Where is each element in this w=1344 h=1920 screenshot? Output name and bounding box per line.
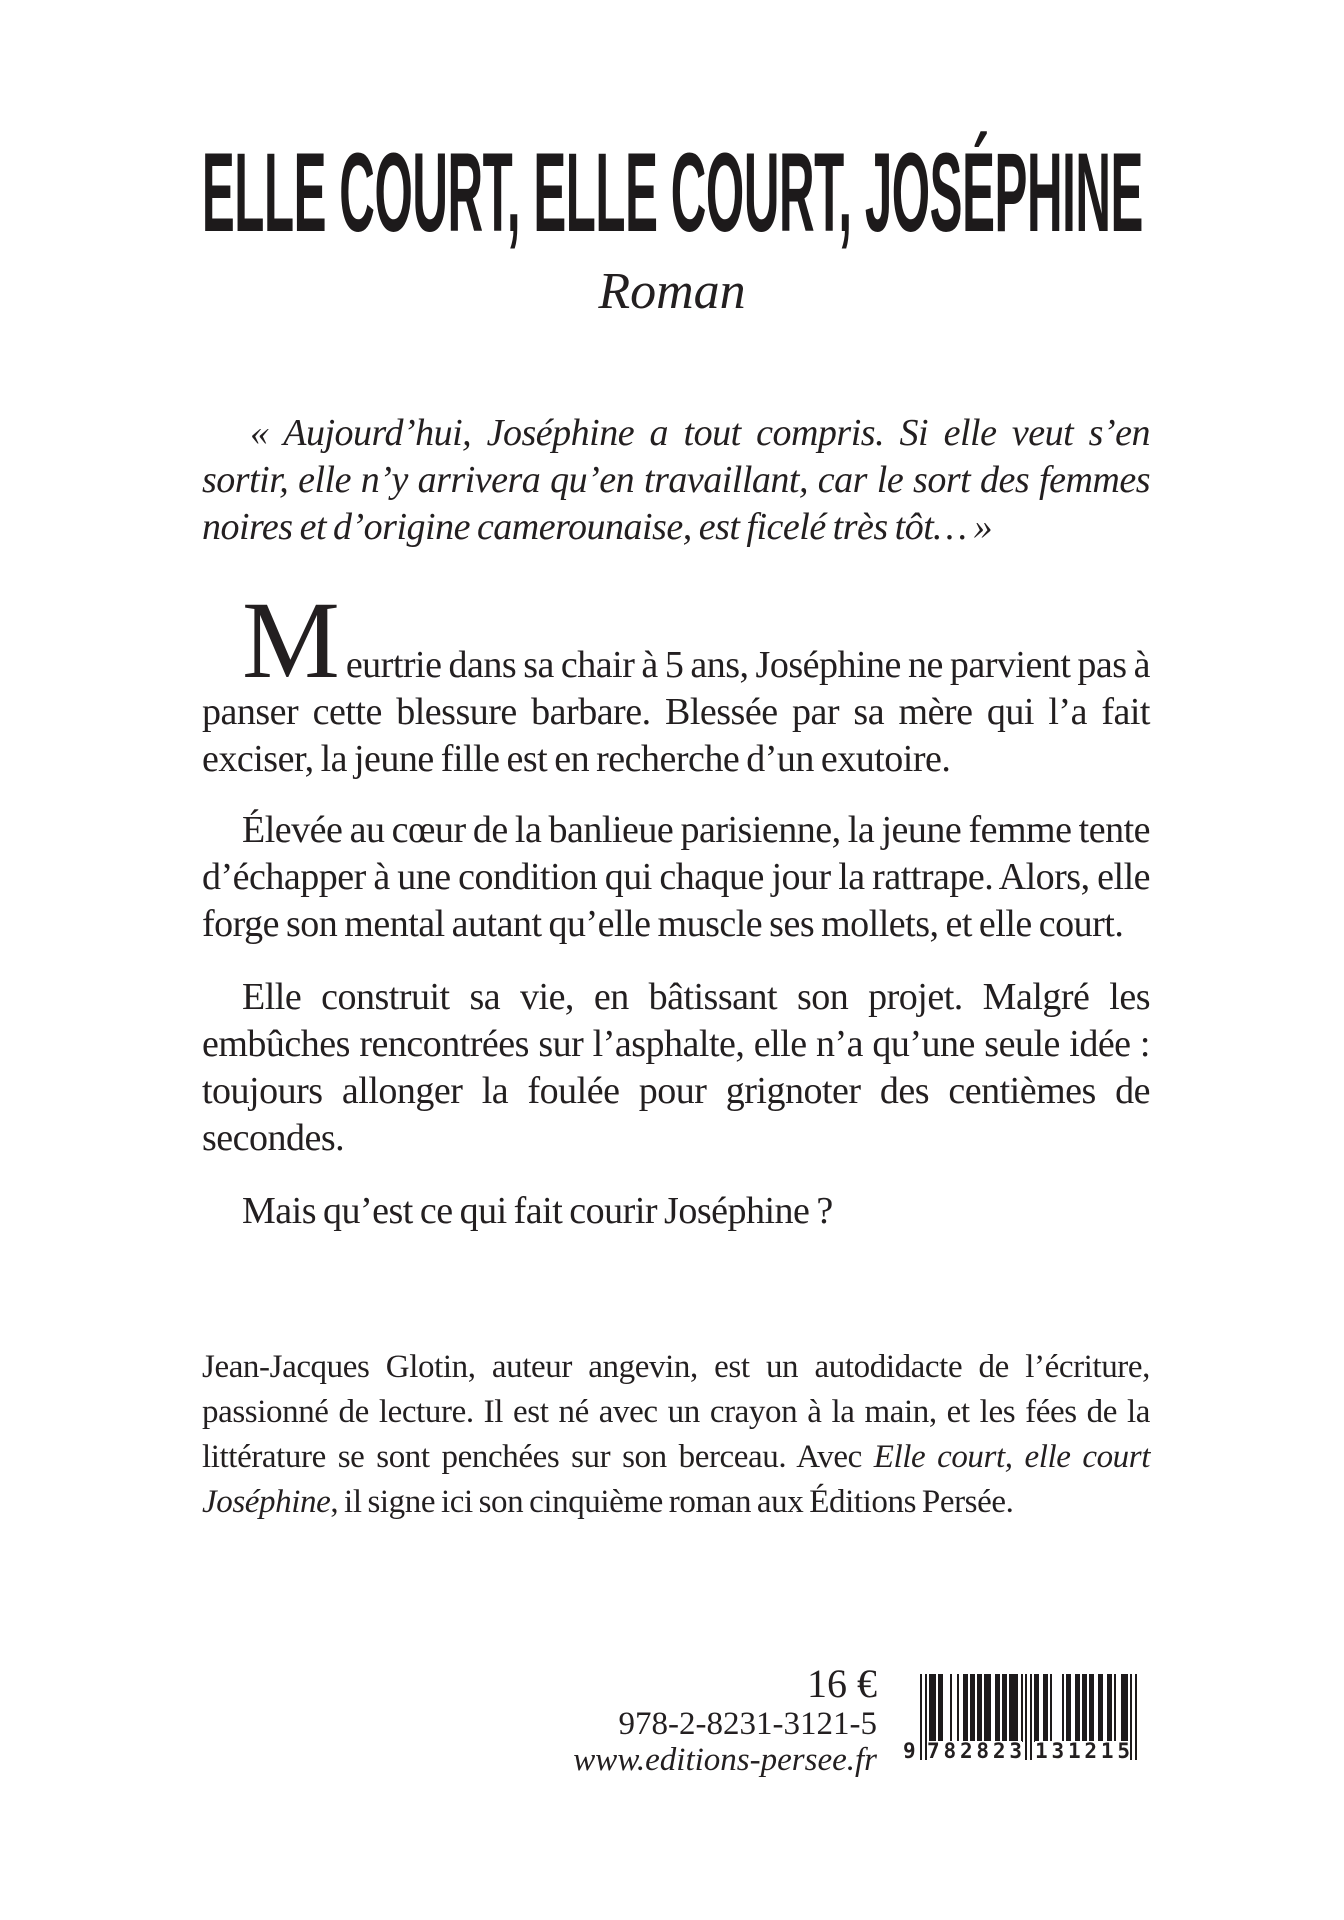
title-container <box>0 130 1344 255</box>
ean13-barcode <box>903 1674 1137 1766</box>
genre-subtitle: Roman <box>598 263 746 320</box>
text-column <box>202 410 1150 1525</box>
barcode-digits-left: 7 8 2 8 2 3 <box>927 1739 1022 1763</box>
synopsis-paragraph-3: Elle construit sa vie, en bâtissant son projet. Malgré les embûches rencontrées sur l’asphalte, elle n’a qu’une seule idée : toujours allonger la foulée pour grignoter des centièmes de secondes. <box>202 976 1150 1159</box>
author-bio <box>202 1345 1150 1525</box>
author-bio-book-title: Elle court, elle court Joséphine <box>202 1439 1150 1520</box>
synopsis-paragraph-1-text: eurtrie dans sa chair à 5 ans, Joséphine ne parvient pas à panser cette blessure barbare. Blessée par sa mère qui l’a fait exciser, la jeune fille est en recherche d’un exutoire. <box>202 644 1150 780</box>
synopsis-paragraph-1 <box>202 579 1150 783</box>
drop-cap: M <box>242 579 340 701</box>
author-bio-text: Jean-Jacques Glotin, auteur angevin, est un autodidacte de l’écriture, passionné de lecture. Il est né avec un crayon à la main, et les fées de la littérature se sont penchées sur son berceau. Avec <box>202 1349 1150 1475</box>
barcode-digits-right: 1 3 1 2 1 5 <box>1035 1739 1130 1763</box>
synopsis-question: Mais qu’est ce qui fait courir Joséphine ? <box>242 1190 833 1232</box>
isbn-number: 978-2-8231-3121-5 <box>618 1706 877 1742</box>
book-title: ELLE COURT, ELLE COURT, JOSÉPHINE <box>201 130 1143 255</box>
barcode-leading-digit: 9 <box>903 1739 916 1763</box>
footer-block <box>573 1662 877 1779</box>
epigraph-quote: « Aujourd’hui, Joséphine a tout compris. Si elle veut s’en sortir, elle n’y arrivera qu’en travaillant, car le sort des femmes noires et d’origine camerounaise, est ficelé très tôt… » <box>202 412 1150 548</box>
publisher-website: www.editions-persee.fr <box>573 1742 877 1778</box>
author-bio-text-end: , il signe ici son cinquième roman aux Éditions Persée. <box>330 1484 1014 1520</box>
synopsis-paragraph-2: Élevée au cœur de la banlieue parisienne, la jeune femme tente d’échapper à une condition qui chaque jour la rattrape. Alors, elle forge son mental autant qu’elle muscle ses mollets, et elle court. <box>202 809 1150 945</box>
price-label: 16 € <box>807 1661 877 1706</box>
